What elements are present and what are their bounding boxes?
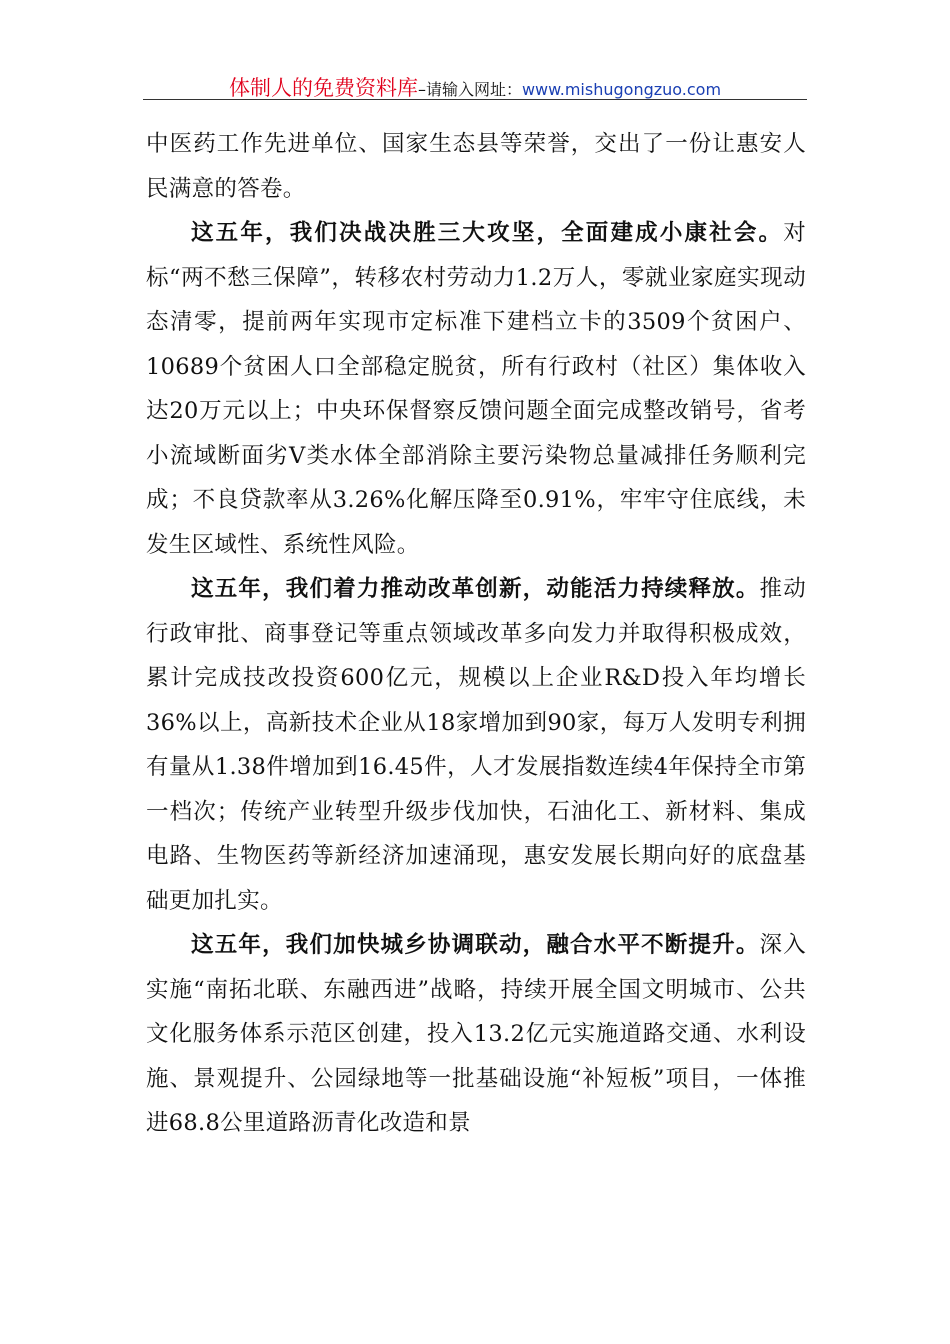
paragraph-text: 推动行政审批、商事登记等重点领域改革多向发力并取得积极成效，累计完成技改投资600亿元，规模以上企业R&D投入年均增长36%以上，高新技术企业从18家增加到90家，每万人发明专利拥有量从1.38件增加到16.45件，人才发展指数连续4年保持全市第一档次；传统产业转型升级步伐加快，石油化工、新材料、集成电路、生物医药等新经济加速涌现，惠安发展长期向好的底盘基础更加扎实。	[146, 576, 807, 914]
document-body	[146, 122, 806, 1146]
paragraph-urban-rural	[146, 923, 806, 1146]
paragraph-intro	[146, 122, 806, 211]
paragraph-lead: 这五年，我们着力推动改革创新，动能活力持续释放。	[191, 576, 760, 602]
paragraph-text: 对标“两不愁三保障”，转移农村劳动力1.2万人，零就业家庭实现动态清零，提前两年实现市定标准下建档立卡的3509个贫困户、10689个贫困人口全部稳定脱贫，所有行政村（社区）集体收入达20万元以上；中央环保督察反馈问题全面完成整改销号，省考小流域断面劣Ⅴ类水体全部消除主要污染物总量减排任务顺利完成；不良贷款率从3.26%化解压降至0.91%，牢牢守住底线，未发生区域性、系统性风险。	[146, 220, 806, 558]
header-url-link[interactable]: www.mishugongzuo.com	[521, 80, 722, 99]
paragraph-poverty	[146, 211, 806, 567]
header-separator: –请输入网址：	[417, 80, 522, 99]
paragraph-lead: 这五年，我们决战决胜三大攻坚，全面建成小康社会。	[191, 220, 784, 246]
paragraph-text: 深入实施“南拓北联、东融西进”战略，持续开展全国文明城市、公共文化服务体系示范区创建，投入13.2亿元实施道路交通、水利设施、景观提升、公园绿地等一批基础设施“补短板”项目，一体推进68.8公里道路沥青化改造和景	[146, 932, 807, 1136]
paragraph-lead: 这五年，我们加快城乡协调联动，融合水平不断提升。	[191, 932, 760, 958]
paragraph-reform	[146, 567, 806, 923]
page-header	[0, 72, 950, 102]
paragraph-text: 中医药工作先进单位、国家生态县等荣誉，交出了一份让惠安人民满意的答卷。	[146, 131, 806, 202]
header-divider	[143, 99, 807, 100]
header-title: 体制人的免费资料库	[228, 76, 418, 100]
